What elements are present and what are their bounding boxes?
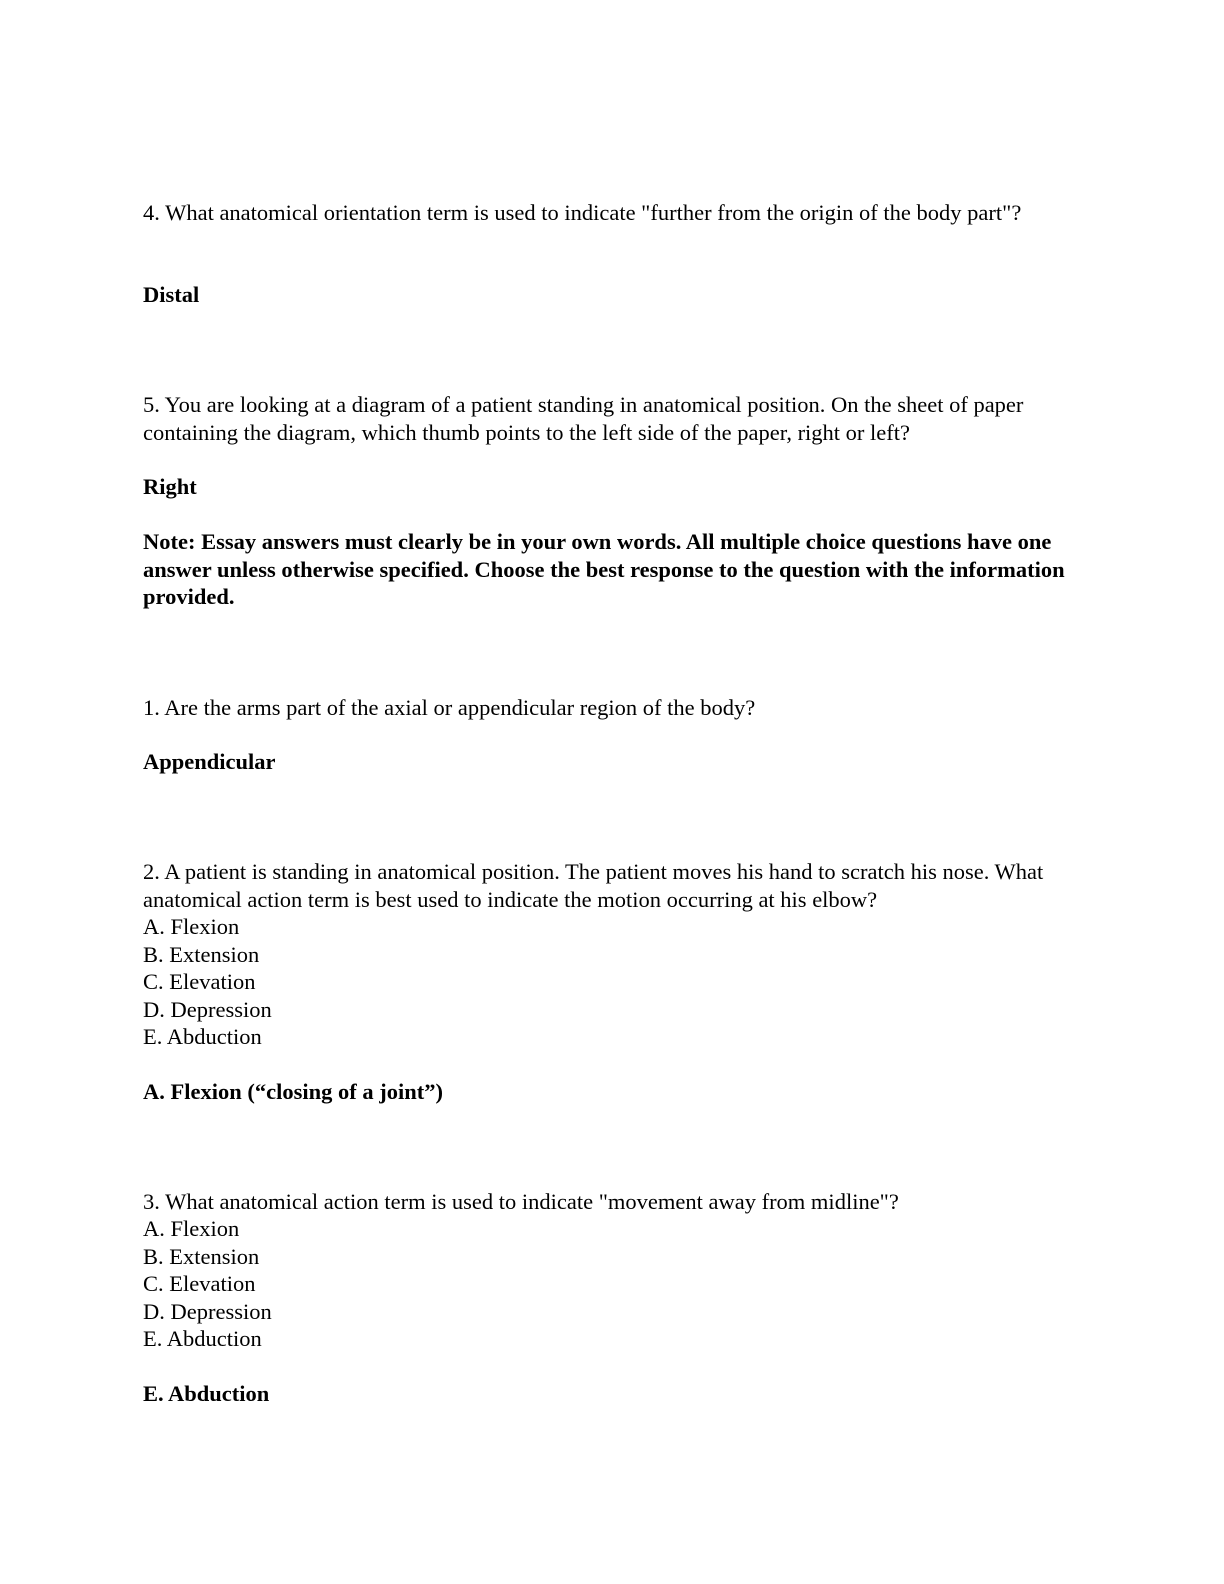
question-4-answer: Distal (143, 282, 200, 307)
question-1-text: 1. Are the arms part of the axial or appendicular region of the body? (143, 695, 756, 720)
question-3-option-e: E. Abduction (143, 1326, 262, 1351)
question-3-option-a: A. Flexion (143, 1216, 240, 1241)
question-2-option-d: D. Depression (143, 996, 272, 1022)
question-3-text: 3. What anatomical action term is used to indicate "movement away from midline"? (143, 1189, 899, 1214)
question-3-option-d: D. Depression (143, 1298, 272, 1324)
question-5-text: 5. You are looking at a diagram of a patient standing in anatomical position. On the sheet of paper containing the diagram, which thumb points to the left side of the paper, right or left? (143, 392, 1024, 445)
question-5-answer: Right (143, 474, 197, 499)
question-2-answer: A. Flexion (“closing of a joint”) (143, 1079, 443, 1104)
question-3-options (143, 1215, 1083, 1353)
question-2-text: 2. A patient is standing in anatomical position. The patient moves his hand to scratch his nose. What anatomical action term is best used to indicate the motion occurring at his elbow? (143, 859, 1044, 912)
question-3-option-c: C. Elevation (143, 1271, 256, 1296)
question-1-answer: Appendicular (143, 749, 276, 774)
question-3-answer: E. Abduction (143, 1381, 270, 1406)
question-2-option-a: A. Flexion (143, 914, 240, 939)
question-2-option-c: C. Elevation (143, 969, 256, 994)
question-2-option-b: B. Extension (143, 941, 260, 967)
question-4-text: 4. What anatomical orientation term is used to indicate "further from the origin of the body part"? (143, 200, 1022, 225)
question-2-options (143, 913, 1083, 1051)
question-3-option-b: B. Extension (143, 1243, 260, 1269)
question-2-option-e: E. Abduction (143, 1024, 262, 1049)
instructions-note: Note: Essay answers must clearly be in your own words. All multiple choice questions have one answer unless otherwise specified. Choose the best response to the question with the information provided. (143, 529, 1065, 609)
